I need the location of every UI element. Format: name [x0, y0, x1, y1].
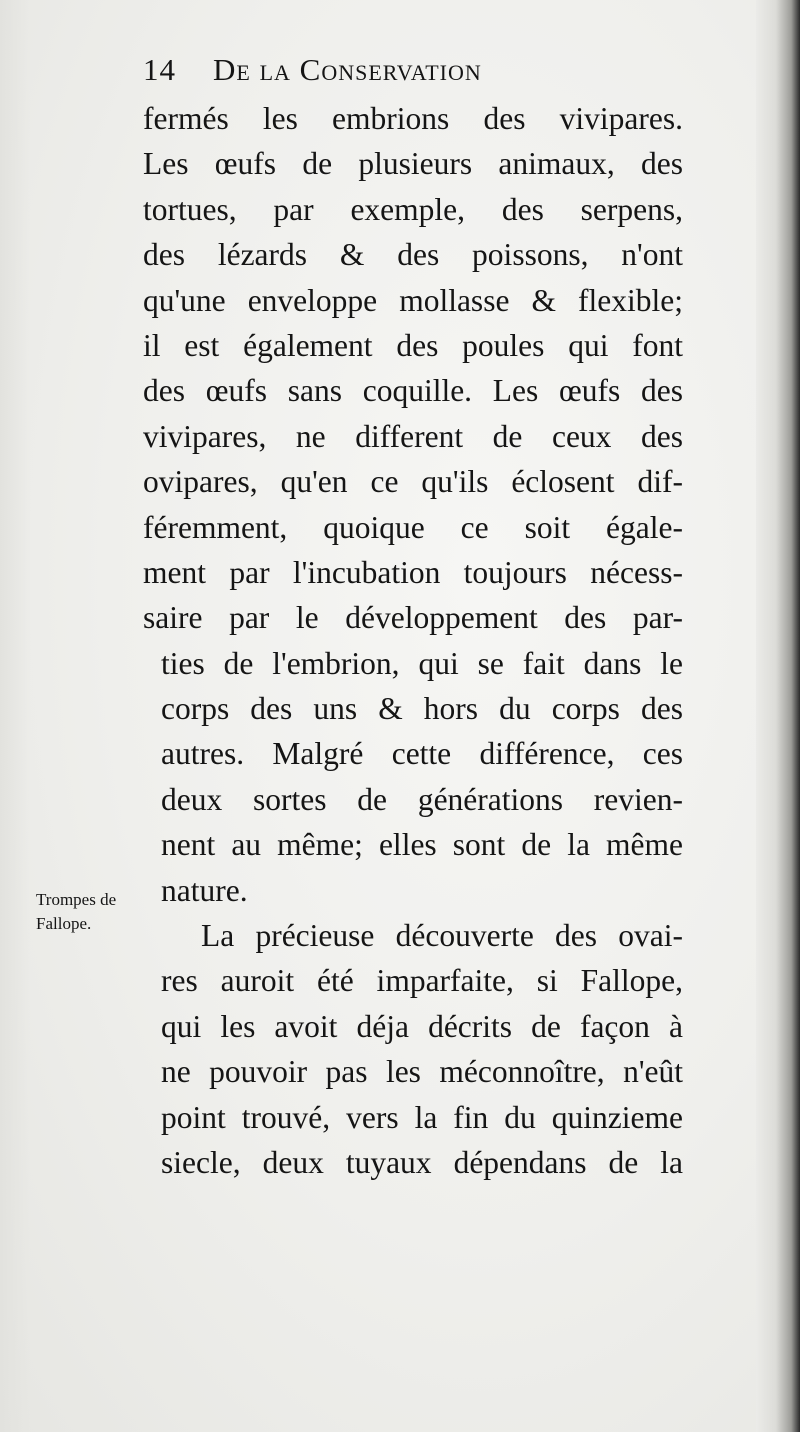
text-line: qui les avoit déja décrits de façon à — [161, 1008, 683, 1044]
text-line: ne pouvoir pas les méconnoître, n'eût — [161, 1054, 683, 1090]
text-line: ties de l'embrion, qui se fait dans le — [161, 645, 683, 681]
running-head — [143, 48, 683, 92]
text-line: qu'une enveloppe mollasse & flexible; — [143, 282, 683, 318]
text-line: vivipares, ne different de ceux des — [143, 418, 683, 454]
text-line: fermés les embrions des vivipares. — [143, 101, 683, 136]
text-line: autres. Malgré cette différence, ces — [161, 736, 683, 772]
text-line: nature. — [161, 872, 248, 908]
text-line: féremment, quoique ce soit égale- — [143, 509, 683, 545]
text-line: il est également des poules qui font — [143, 327, 683, 363]
text-line: corps des uns & hors du corps des — [161, 691, 683, 727]
text-line: saire par le développement des par- — [143, 600, 683, 636]
text-line: deux sortes de générations revien- — [161, 781, 683, 817]
text-line: ment par l'incubation toujours nécess- — [143, 554, 683, 590]
page-number: 14 — [143, 52, 176, 87]
body-text — [143, 96, 683, 1185]
margin-note-line: Trompes de — [36, 890, 117, 909]
text-line: ovipares, qu'en ce qu'ils éclosent dif- — [143, 464, 683, 500]
text-line: des lézards & des poissons, n'ont — [143, 237, 683, 273]
text-line: point trouvé, vers la fin du quinzieme — [161, 1099, 683, 1135]
text-line: des œufs sans coquille. Les œufs des — [143, 373, 683, 409]
margin-note-line: Fallope. — [36, 914, 92, 933]
text-line: tortues, par exemple, des serpens, — [143, 191, 683, 227]
page-edge-shadow — [0, 0, 30, 1432]
text-line: res auroit été imparfaite, si Fallope, — [161, 963, 683, 999]
text-line: siecle, deux tuyaux dépendans de la — [161, 1144, 683, 1180]
text-line: La précieuse découverte des ovai- — [201, 918, 683, 954]
text-line: nent au même; elles sont de la même — [161, 827, 683, 863]
text-line: Les œufs de plusieurs animaux, des — [143, 146, 683, 182]
running-title: De la Conservation — [213, 52, 482, 87]
binding-gutter — [756, 0, 800, 1432]
